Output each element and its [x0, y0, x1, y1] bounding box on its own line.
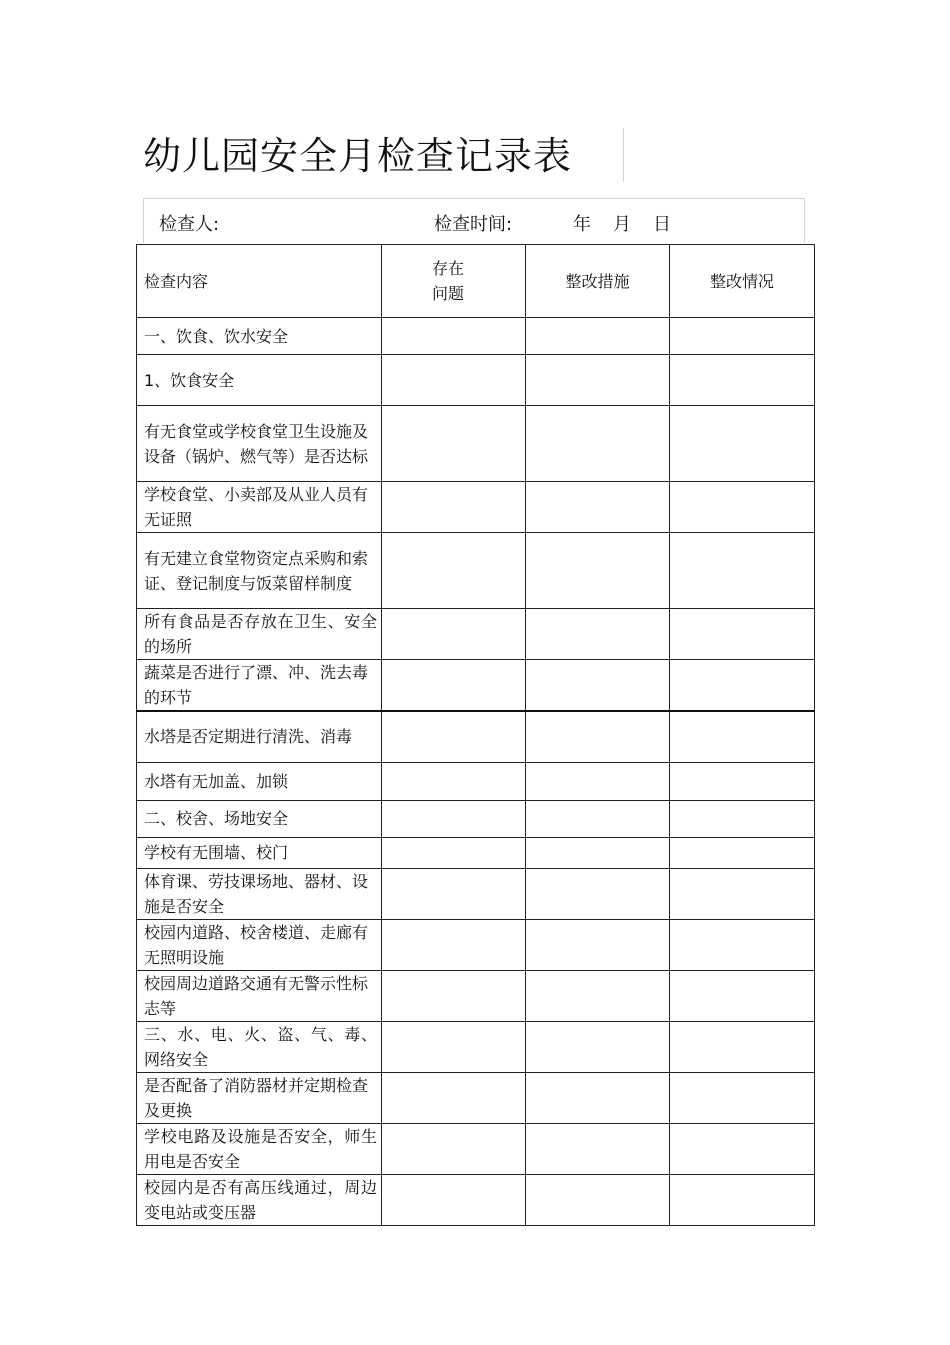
issue-cell[interactable]	[382, 919, 526, 970]
table-row	[137, 970, 815, 1021]
status-cell[interactable]	[670, 837, 815, 868]
header-measures: 整改措施	[526, 245, 670, 318]
status-cell[interactable]	[670, 868, 815, 919]
year-label: 年	[573, 214, 591, 235]
header-issues-line1: 存在	[432, 259, 465, 278]
status-cell[interactable]	[670, 355, 815, 406]
measures-cell[interactable]	[526, 1072, 670, 1123]
inspector-label: 检查人:	[159, 214, 220, 235]
measures-cell[interactable]	[526, 482, 670, 533]
issue-cell[interactable]	[382, 1072, 526, 1123]
issue-cell[interactable]	[382, 970, 526, 1021]
row-item-text: 所有食品是否存放在卫生、安全的场所	[137, 609, 382, 660]
table-row	[137, 660, 815, 712]
row-item-text: 学校食堂、小卖部及从业人员有无证照	[137, 482, 382, 533]
month-label: 月	[613, 214, 631, 235]
row-item-text: 三、水、电、火、盗、气、毒、网络安全	[137, 1021, 382, 1072]
measures-cell[interactable]	[526, 1021, 670, 1072]
issue-cell[interactable]	[382, 1123, 526, 1174]
measures-cell[interactable]	[526, 800, 670, 837]
row-item-text: 校园内道路、校舍楼道、走廊有无照明设施	[137, 919, 382, 970]
table-header-row	[137, 245, 815, 318]
inspection-table	[136, 244, 815, 1226]
header-check-content: 检查内容	[137, 245, 382, 318]
issue-cell[interactable]	[382, 533, 526, 609]
table-row	[137, 1072, 815, 1123]
table-row	[137, 355, 815, 406]
row-item-text: 校园内是否有高压线通过，周边变电站或变压器	[137, 1174, 382, 1225]
measures-cell[interactable]	[526, 970, 670, 1021]
measures-cell[interactable]	[526, 919, 670, 970]
page-title: 幼儿园安全月检查记录表	[143, 134, 573, 178]
status-cell[interactable]	[670, 660, 815, 712]
table-row	[137, 1174, 815, 1225]
table-row	[137, 406, 815, 482]
status-cell[interactable]	[670, 1072, 815, 1123]
measures-cell[interactable]	[526, 609, 670, 660]
day-label: 日	[653, 214, 671, 235]
row-item-text: 有无食堂或学校食堂卫生设施及设备（锅炉、燃气等）是否达标	[137, 406, 382, 482]
table-row	[137, 837, 815, 868]
issue-cell[interactable]	[382, 800, 526, 837]
status-cell[interactable]	[670, 800, 815, 837]
table-row	[137, 1123, 815, 1174]
status-cell[interactable]	[670, 1021, 815, 1072]
row-item-text: 校园周边道路交通有无警示性标志等	[137, 970, 382, 1021]
header-status: 整改情况	[670, 245, 815, 318]
status-cell[interactable]	[670, 482, 815, 533]
row-item-text: 体育课、劳技课场地、器材、设施是否安全	[137, 868, 382, 919]
row-item-text: 水塔有无加盖、加锁	[137, 762, 382, 800]
table-row	[137, 482, 815, 533]
status-cell[interactable]	[670, 970, 815, 1021]
table-row	[137, 919, 815, 970]
inspection-time-label: 检查时间:	[434, 214, 513, 235]
title-divider	[623, 128, 624, 182]
row-item-text: 二、校舍、场地安全	[137, 800, 382, 837]
table-row	[137, 762, 815, 800]
issue-cell[interactable]	[382, 609, 526, 660]
issue-cell[interactable]	[382, 1021, 526, 1072]
measures-cell[interactable]	[526, 1123, 670, 1174]
header-existing-issues	[382, 245, 526, 318]
status-cell[interactable]	[670, 1123, 815, 1174]
measures-cell[interactable]	[526, 355, 670, 406]
table-row	[137, 1021, 815, 1072]
status-cell[interactable]	[670, 533, 815, 609]
issue-cell[interactable]	[382, 868, 526, 919]
issue-cell[interactable]	[382, 711, 526, 762]
table-row	[137, 868, 815, 919]
measures-cell[interactable]	[526, 318, 670, 355]
status-cell[interactable]	[670, 762, 815, 800]
issue-cell[interactable]	[382, 355, 526, 406]
measures-cell[interactable]	[526, 406, 670, 482]
status-cell[interactable]	[670, 1174, 815, 1225]
status-cell[interactable]	[670, 711, 815, 762]
inspection-info-bar	[143, 198, 805, 243]
measures-cell[interactable]	[526, 1174, 670, 1225]
header-issues-line2: 问题	[432, 284, 465, 303]
issue-cell[interactable]	[382, 482, 526, 533]
table-row	[137, 318, 815, 355]
row-item-text: 学校有无围墙、校门	[137, 837, 382, 868]
status-cell[interactable]	[670, 406, 815, 482]
row-item-text: 1、饮食安全	[137, 355, 382, 406]
table-row	[137, 609, 815, 660]
issue-cell[interactable]	[382, 762, 526, 800]
measures-cell[interactable]	[526, 660, 670, 712]
row-item-text: 是否配备了消防器材并定期检查及更换	[137, 1072, 382, 1123]
issue-cell[interactable]	[382, 660, 526, 712]
row-item-text: 水塔是否定期进行清洗、消毒	[137, 711, 382, 762]
status-cell[interactable]	[670, 609, 815, 660]
issue-cell[interactable]	[382, 837, 526, 868]
status-cell[interactable]	[670, 318, 815, 355]
measures-cell[interactable]	[526, 711, 670, 762]
measures-cell[interactable]	[526, 837, 670, 868]
measures-cell[interactable]	[526, 533, 670, 609]
row-item-text: 有无建立食堂物资定点采购和索证、登记制度与饭菜留样制度	[137, 533, 382, 609]
status-cell[interactable]	[670, 919, 815, 970]
row-item-text: 学校电路及设施是否安全，师生用电是否安全	[137, 1123, 382, 1174]
row-item-text: 蔬菜是否进行了漂、冲、洗去毒的环节	[137, 660, 382, 712]
measures-cell[interactable]	[526, 868, 670, 919]
issue-cell[interactable]	[382, 406, 526, 482]
table-row	[137, 711, 815, 762]
row-item-text: 一、饮食、饮水安全	[137, 318, 382, 355]
table-row	[137, 533, 815, 609]
table-row	[137, 800, 815, 837]
measures-cell[interactable]	[526, 762, 670, 800]
issue-cell[interactable]	[382, 1174, 526, 1225]
issue-cell[interactable]	[382, 318, 526, 355]
